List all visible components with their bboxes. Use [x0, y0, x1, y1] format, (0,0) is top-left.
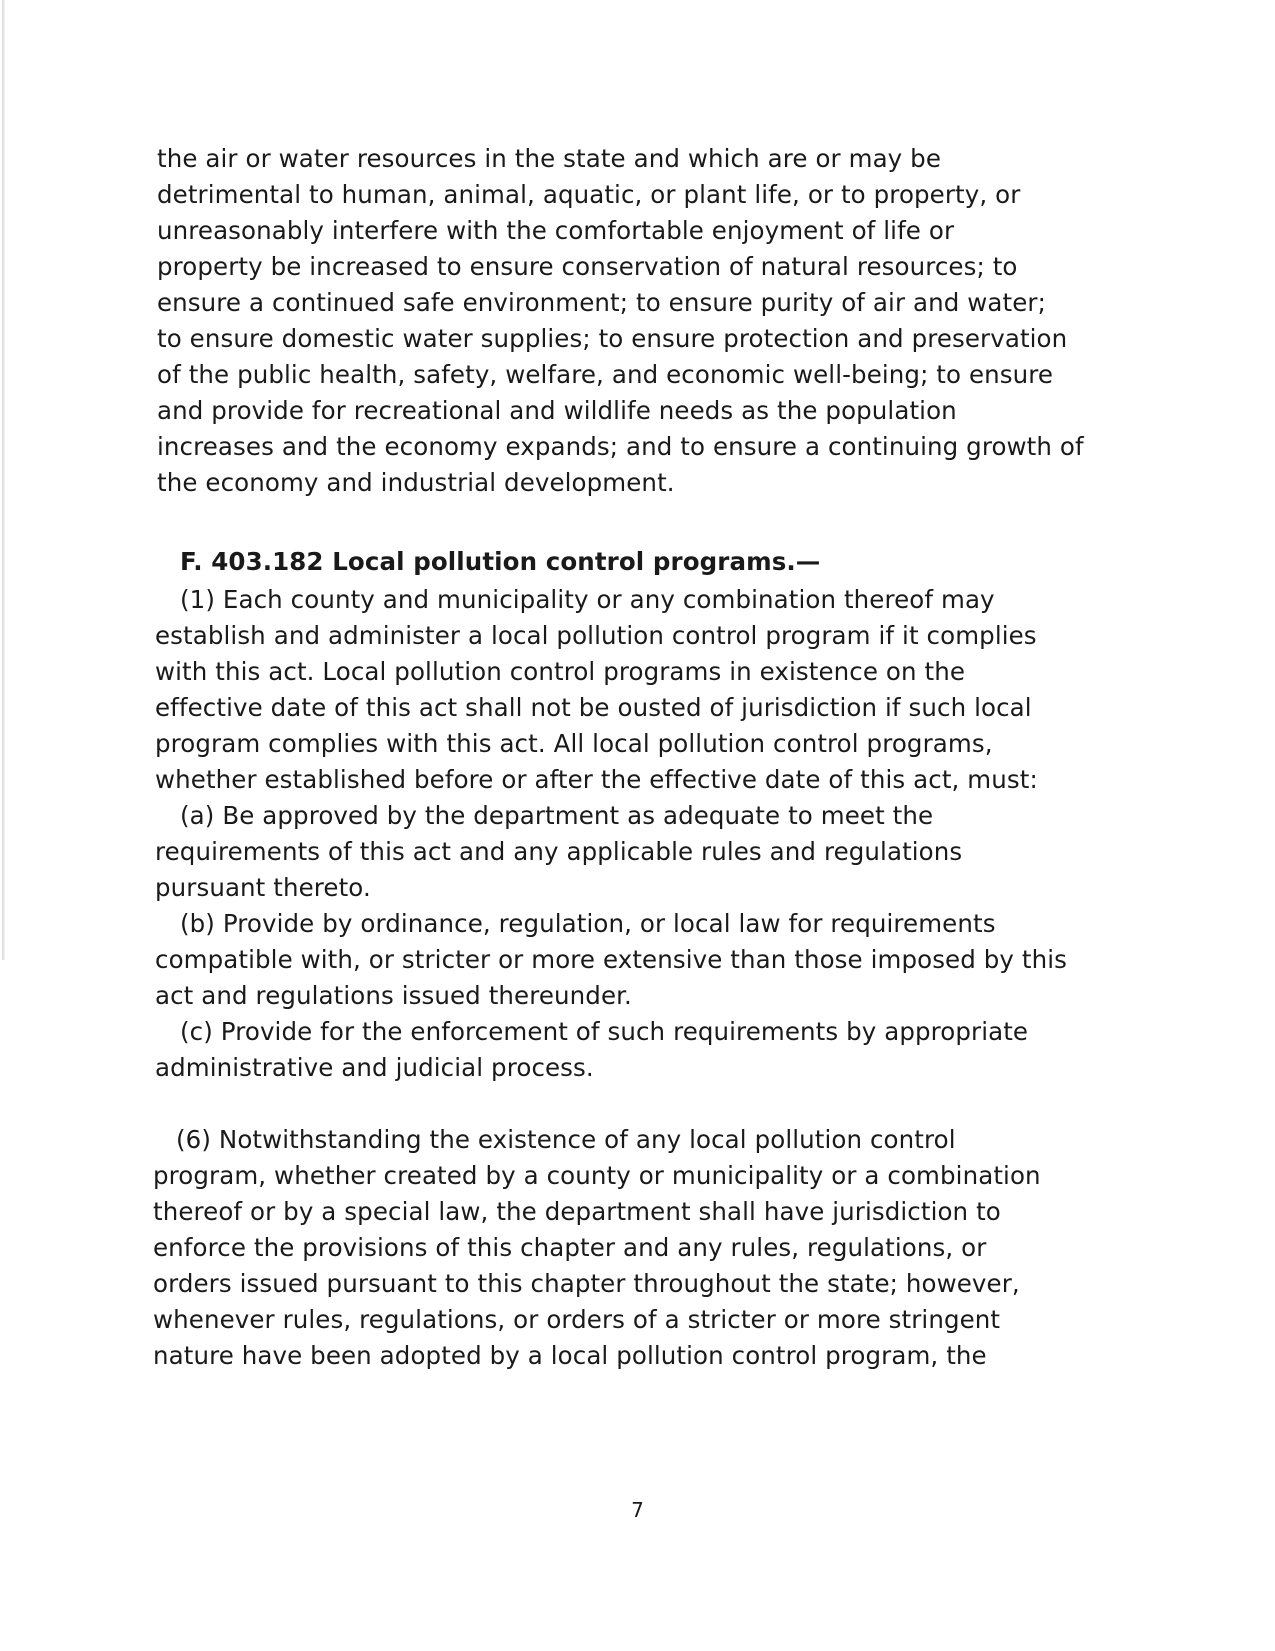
text-line: effective date of this act shall not be ousted of jurisdiction if such local [155, 693, 1032, 722]
text-line: (6) Notwithstanding the existence of any local pollution control [176, 1125, 956, 1154]
section-heading: F. 403.182 Local pollution control programs.— [180, 547, 821, 576]
text-line: the economy and industrial development. [157, 468, 675, 497]
page-number: 7 [631, 1498, 644, 1522]
text-line: thereof or by a special law, the department shall have jurisdiction to [153, 1197, 1001, 1226]
text-line: the air or water resources in the state and which are or may be [157, 144, 941, 173]
text-line: program, whether created by a county or municipality or a combination [153, 1161, 1041, 1190]
text-line: detrimental to human, animal, aquatic, or plant life, or to property, or [157, 180, 1021, 209]
text-line: administrative and judicial process. [155, 1053, 594, 1082]
text-line: unreasonably interfere with the comfortable enjoyment of life or [157, 216, 955, 245]
text-line: (1) Each county and municipality or any combination thereof may [180, 585, 995, 614]
text-line: of the public health, safety, welfare, and economic well-being; to ensure [157, 360, 1054, 389]
text-line: whether established before or after the effective date of this act, must: [155, 765, 1038, 794]
text-line: with this act. Local pollution control programs in existence on the [155, 657, 966, 686]
text-line: act and regulations issued thereunder. [155, 981, 632, 1010]
text-line: property be increased to ensure conservation of natural resources; to [157, 252, 1018, 281]
text-line: orders issued pursuant to this chapter throughout the state; however, [153, 1269, 1020, 1298]
text-line: program complies with this act. All local pollution control programs, [155, 729, 993, 758]
text-line: enforce the provisions of this chapter and any rules, regulations, or [153, 1233, 987, 1262]
text-line: (c) Provide for the enforcement of such requirements by appropriate [180, 1017, 1029, 1046]
text-line: increases and the economy expands; and to ensure a continuing growth of [157, 432, 1084, 461]
text-line: establish and administer a local pollution control program if it complies [155, 621, 1037, 650]
text-line: requirements of this act and any applicable rules and regulations [155, 837, 963, 866]
text-line: nature have been adopted by a local pollution control program, the [153, 1341, 987, 1370]
text-line: (b) Provide by ordinance, regulation, or local law for requirements [180, 909, 996, 938]
text-line: whenever rules, regulations, or orders of a stricter or more stringent [153, 1305, 1001, 1334]
text-line: compatible with, or stricter or more extensive than those imposed by this [155, 945, 1068, 974]
text-line: and provide for recreational and wildlife needs as the population [157, 396, 957, 425]
text-line: to ensure domestic water supplies; to ensure protection and preservation [157, 324, 1068, 353]
text-line: ensure a continued safe environment; to ensure purity of air and water; [157, 288, 1046, 317]
text-line: (a) Be approved by the department as adequate to meet the [180, 801, 934, 830]
text-line: pursuant thereto. [155, 873, 371, 902]
scan-edge-shadow [2, 0, 5, 960]
